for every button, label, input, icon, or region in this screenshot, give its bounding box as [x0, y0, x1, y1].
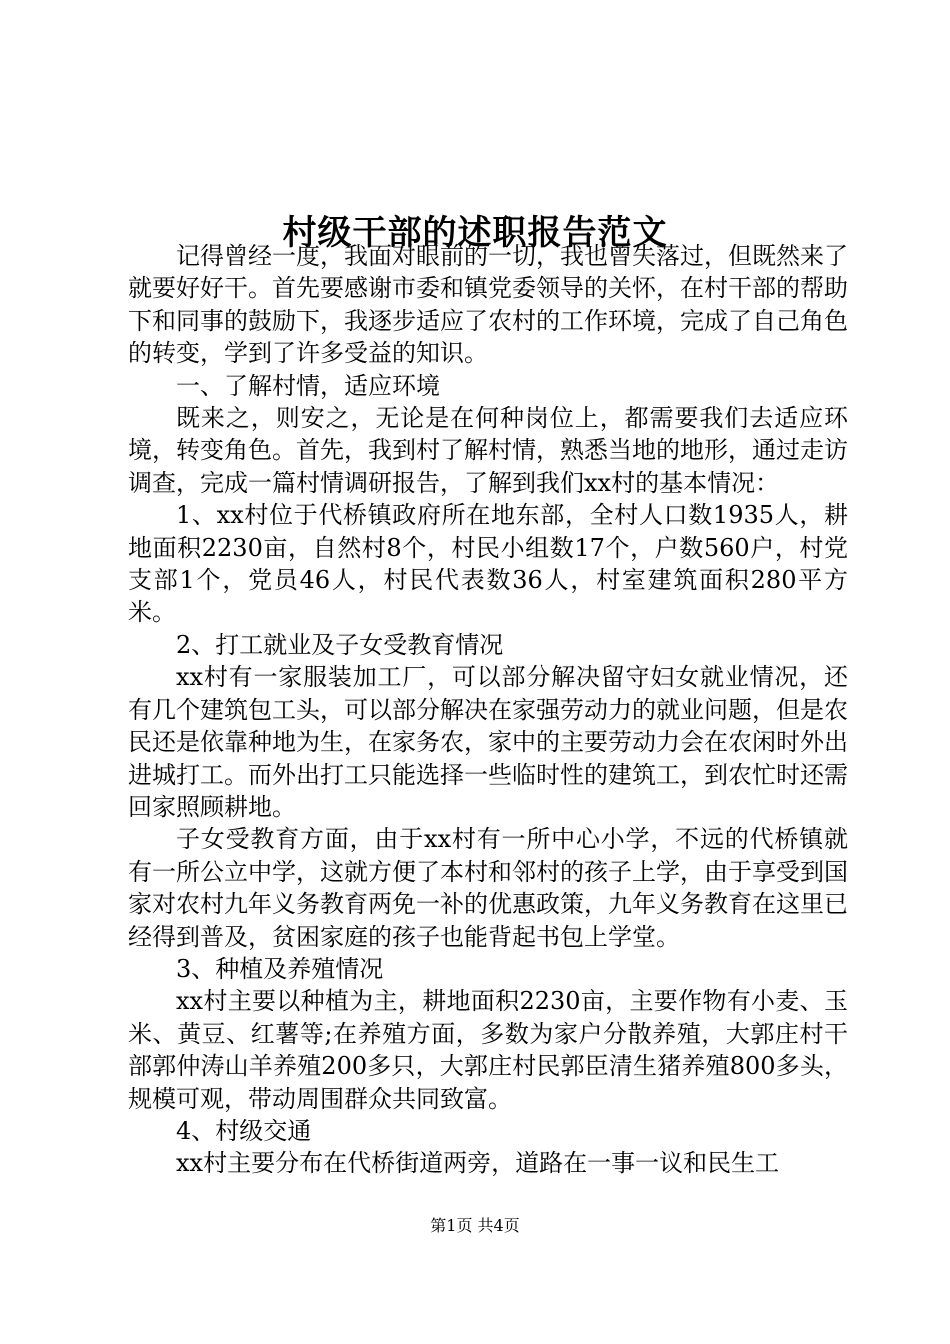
subheading-employment: 2、打工就业及子女受教育情况 — [176, 630, 504, 659]
paragraph-transport: xx村主要分布在代桥街道两旁，道路在一事一议和民生工 — [176, 1149, 780, 1178]
subheading-transport: 4、村级交通 — [176, 1116, 312, 1145]
subheading-farming: 3、种植及养殖情况 — [176, 954, 384, 983]
section-heading-1: 一、了解村情，适应环境 — [176, 371, 440, 400]
paragraph-employment: xx村有一家服装加工厂，可以部分解决留守妇女就业情况，还有几个建筑包工头，可以部分解决在家强劳动力的就业问题，但是农民还是依靠种地为生，在家务农，家中的主要劳动力会在农闲时外出进城打工。而外出打工只能选择一些临时性的建筑工，到农忙时还需回家照顾耕地。 — [128, 663, 848, 821]
paragraph-farming: xx村主要以种植为主，耕地面积2230亩，主要作物有小麦、玉米、黄豆、红薯等;在养殖方面，多数为家户分散养殖，大郭庄村干部郭仲涛山羊养殖200多只，大郭庄村民郭臣清生猪养殖800多头，规模可观，带动周围群众共同致富。 — [128, 987, 848, 1113]
paragraph-adapt: 既来之，则安之，无论是在何种岗位上，都需要我们去适应环境，转变角色。首先，我到村了解村情，熟悉当地的地形，通过走访调查，完成一篇村情调研报告，了解到我们xx村的基本情况： — [128, 404, 848, 497]
paragraph-village-stats: 1、xx村位于代桥镇政府所在地东部，全村人口数1935人，耕地面积2230亩，自然村8个，村民小组数17个，户数560户，村党支部1个，党员46人，村民代表数36人，村室建筑面积280平方米。 — [128, 501, 848, 627]
paragraph-intro: 记得曾经一度，我面对眼前的一切，我也曾失落过，但既然来了就要好好干。首先要感谢市委和镇党委领导的关怀，在村干部的帮助下和同事的鼓励下，我逐步适应了农村的工作环境，完成了自己角色的转变，学到了许多受益的知识。 — [128, 242, 848, 368]
document-title: 村级干部的述职报告范文 — [282, 212, 668, 253]
page-footer: 第1页 共4页 — [430, 1216, 520, 1235]
paragraph-education: 子女受教育方面，由于xx村有一所中心小学，不远的代桥镇就有一所公立中学，这就方便了本村和邻村的孩子上学，由于享受到国家对农村九年义务教育两免一补的优惠政策，九年义务教育在这里已经得到普及，贫困家庭的孩子也能背起书包上学堂。 — [128, 825, 848, 951]
document-body — [128, 240, 848, 1180]
